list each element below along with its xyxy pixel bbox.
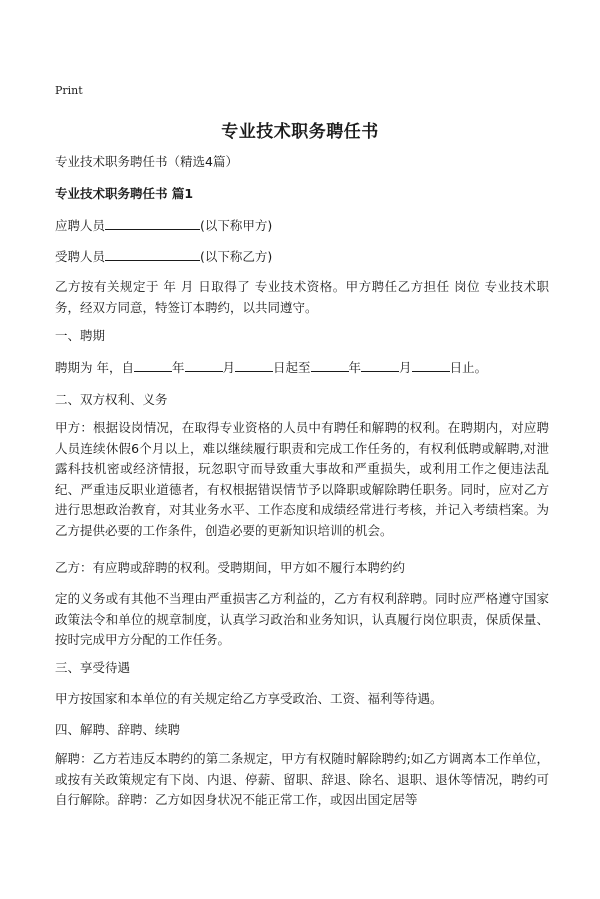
term-day2: 日止。 [449, 360, 488, 375]
applicant-label: 应聘人员 [55, 218, 106, 233]
term-blank [134, 358, 172, 372]
term-prefix: 聘期为 年，自 [55, 360, 134, 375]
party-b-paragraph: 乙方：有应聘或辞聘的权利。受聘期间，甲方如不履行本聘约约 [55, 560, 406, 575]
termination-heading: 四、解聘、辞聘、续聘 [55, 722, 181, 737]
employee-blank [105, 247, 200, 261]
applicant-line [55, 216, 555, 236]
party-a-paragraph: 甲方：根据设岗情况，在取得专业资格的人员中有聘任和解聘的权利。在聘期内，对应聘人员连续休假6个月以上，难以继续履行职责和完成工作任务的，有权利低聘或解聘,对泄露科技机密或经济情报，玩忽职守而导致重大事故和严重损失，或利用工作之便违法乱纪、严重违反职业道德者，有权根据错误情节予以降职或解除聘任职务。同时，应对乙方进行思想政治教育，对其业务水平、工作态度和成绩经常进行考核，并记入考绩档案。为乙方提供必要的工作条件，创造必要的更新知识培训的机会。 [55, 420, 549, 538]
term-year2: 年 [348, 360, 362, 375]
applicant-blank [105, 216, 200, 230]
term-blank [412, 358, 450, 372]
termination-paragraph: 解聘：乙方若违反本聘约的第二条规定，甲方有权随时解除聘约;如乙方调离本工作单位，或按有关政策规定有下岗、内退、停薪、留职、辞退、除名、退职、退休等情况，聘约可自行解除。辞聘：乙方如因身状况不能正常工作，或因出国定居等 [55, 751, 549, 808]
term-blank [311, 358, 349, 372]
print-label: Print [55, 84, 83, 97]
term-blank [235, 358, 273, 372]
document-subtitle: 专业技术职务聘任书（精选4篇） [55, 154, 238, 169]
term-year1: 年 [171, 360, 185, 375]
employee-suffix: (以下称乙方) [200, 249, 273, 264]
term-month2: 月 [399, 360, 412, 375]
term-blank [185, 358, 223, 372]
term-blank [361, 358, 399, 372]
employee-line [55, 247, 555, 267]
benefits-heading: 三、享受待遇 [55, 660, 131, 675]
page-title: 专业技术职务聘任书 [221, 122, 379, 142]
party-b-continuation: 定的义务或有其他不当理由严重损害乙方利益的，乙方有权利辞聘。同时应严格遵守国家政策法令和单位的规章制度，认真学习政治和业务知识，认真履行岗位职责，保质保量、按时完成甲方分配的工作任务。 [55, 591, 549, 648]
employee-label: 受聘人员 [55, 249, 106, 264]
term-month1: 月 [222, 360, 236, 375]
benefits-paragraph: 甲方按国家和本单位的有关规定给乙方享受政治、工资、福利等待遇。 [55, 691, 443, 706]
rights-heading: 二、双方权利、义务 [55, 392, 168, 407]
intro-paragraph: 乙方按有关规定于 年 月 日取得了 专业技术资格。甲方聘任乙方担任 岗位 专业技术职务，经双方同意，特签订本聘约，以共同遵守。 [55, 279, 549, 315]
term-line [55, 358, 555, 378]
applicant-suffix: (以下称甲方) [200, 218, 273, 233]
term-heading: 一、聘期 [55, 328, 106, 343]
section-heading: 专业技术职务聘任书 篇1 [55, 186, 194, 201]
term-day1: 日起至 [273, 360, 311, 375]
